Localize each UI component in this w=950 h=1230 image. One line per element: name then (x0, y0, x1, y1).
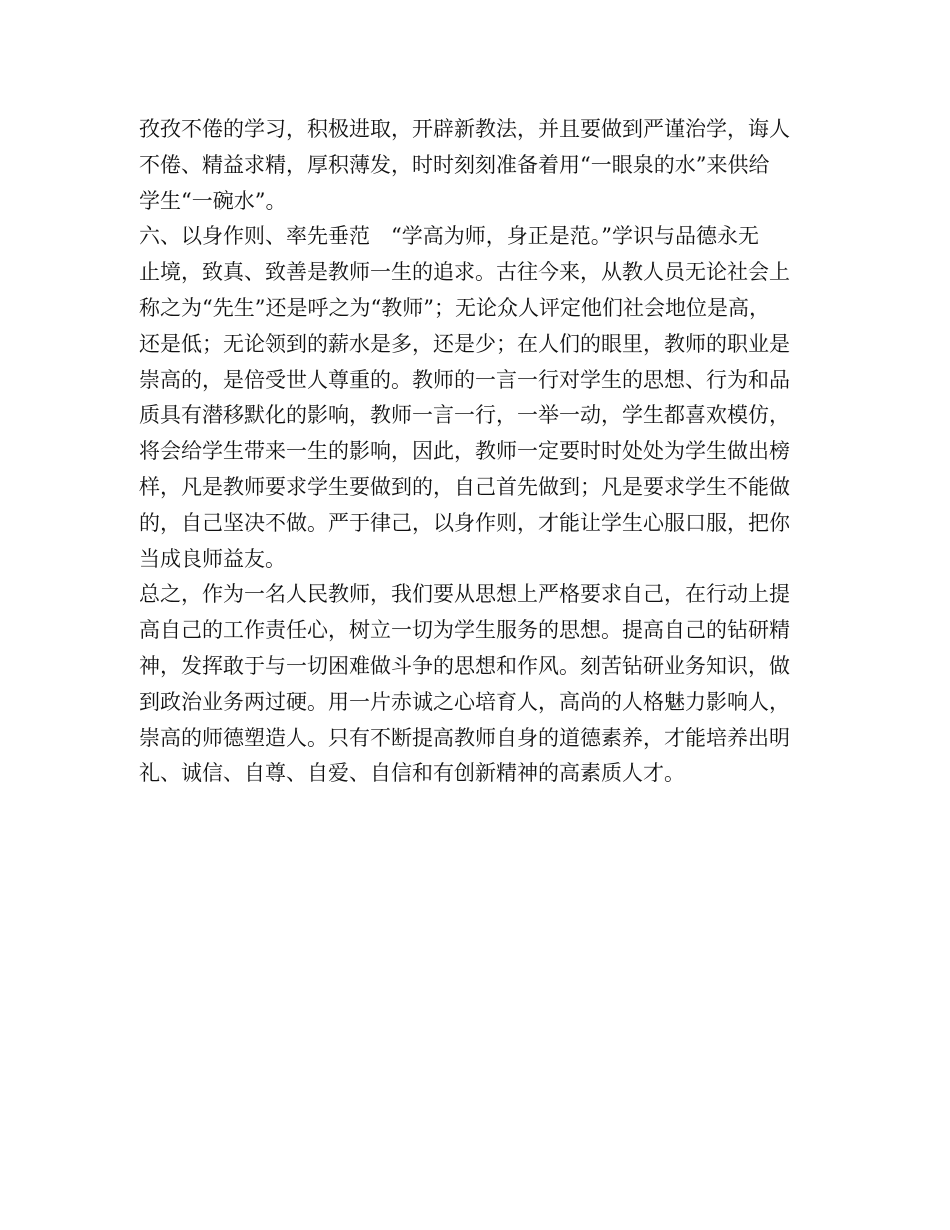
conclusion-line: 总之，作为一名人民教师，我们要从思想上严格要求自己，在行动上提 (139, 582, 790, 607)
text-line: 质具有潜移默化的影响，教师一言一行，一举一动，学生都喜欢模仿， (139, 403, 790, 428)
text-line: 到政治业务两过硬。用一片赤诚之心培育人，高尚的人格魅力影响人， (139, 689, 790, 714)
text-line: 还是低；无论领到的薪水是多，还是少；在人们的眼里，教师的职业是 (139, 331, 790, 356)
text-line: 学生“一碗水”。 (139, 188, 287, 213)
section-heading-line: 六、以身作则、率先垂范 “学高为师，身正是范。”学识与品德永无 (139, 224, 759, 249)
text-line: 称之为“先生”还是呼之为“教师”；无论众人评定他们社会地位是高， (139, 295, 770, 320)
text-line: 高自己的工作责任心，树立一切为学生服务的思想。提高自己的钻研精 (139, 618, 790, 643)
text-line: 将会给学生带来一生的影响，因此，教师一定要时时处处为学生做出榜 (139, 439, 790, 464)
text-line: 止境，致真、致善是教师一生的追求。古往今来，从教人员无论社会上 (139, 260, 790, 285)
text-line: 礼、诚信、自尊、自爱、自信和有创新精神的高素质人才。 (139, 761, 685, 786)
document-body (139, 112, 839, 792)
text-line: 神，发挥敢于与一切困难做斗争的思想和作风。刻苦钻研业务知识，做 (139, 653, 790, 678)
text-line: 孜孜不倦的学习，积极进取，开辟新教法，并且要做到严谨治学，诲人 (139, 117, 790, 141)
text-line: 崇高的，是倍受世人尊重的。教师的一言一行对学生的思想、行为和品 (139, 367, 790, 392)
text-line: 崇高的师德塑造人。只有不断提高教师自身的道德素养，才能培养出明 (139, 725, 790, 750)
text-line: 样，凡是教师要求学生要做到的，自己首先做到；凡是要求学生不能做 (139, 474, 790, 499)
text-line: 当成良师益友。 (139, 546, 286, 571)
text-line: 的，自己坚决不做。严于律己，以身作则，才能让学生心服口服，把你 (139, 510, 790, 535)
text-line: 不倦、精益求精，厚积薄发，时时刻刻准备着用“一眼泉的水”来供给 (139, 152, 770, 177)
